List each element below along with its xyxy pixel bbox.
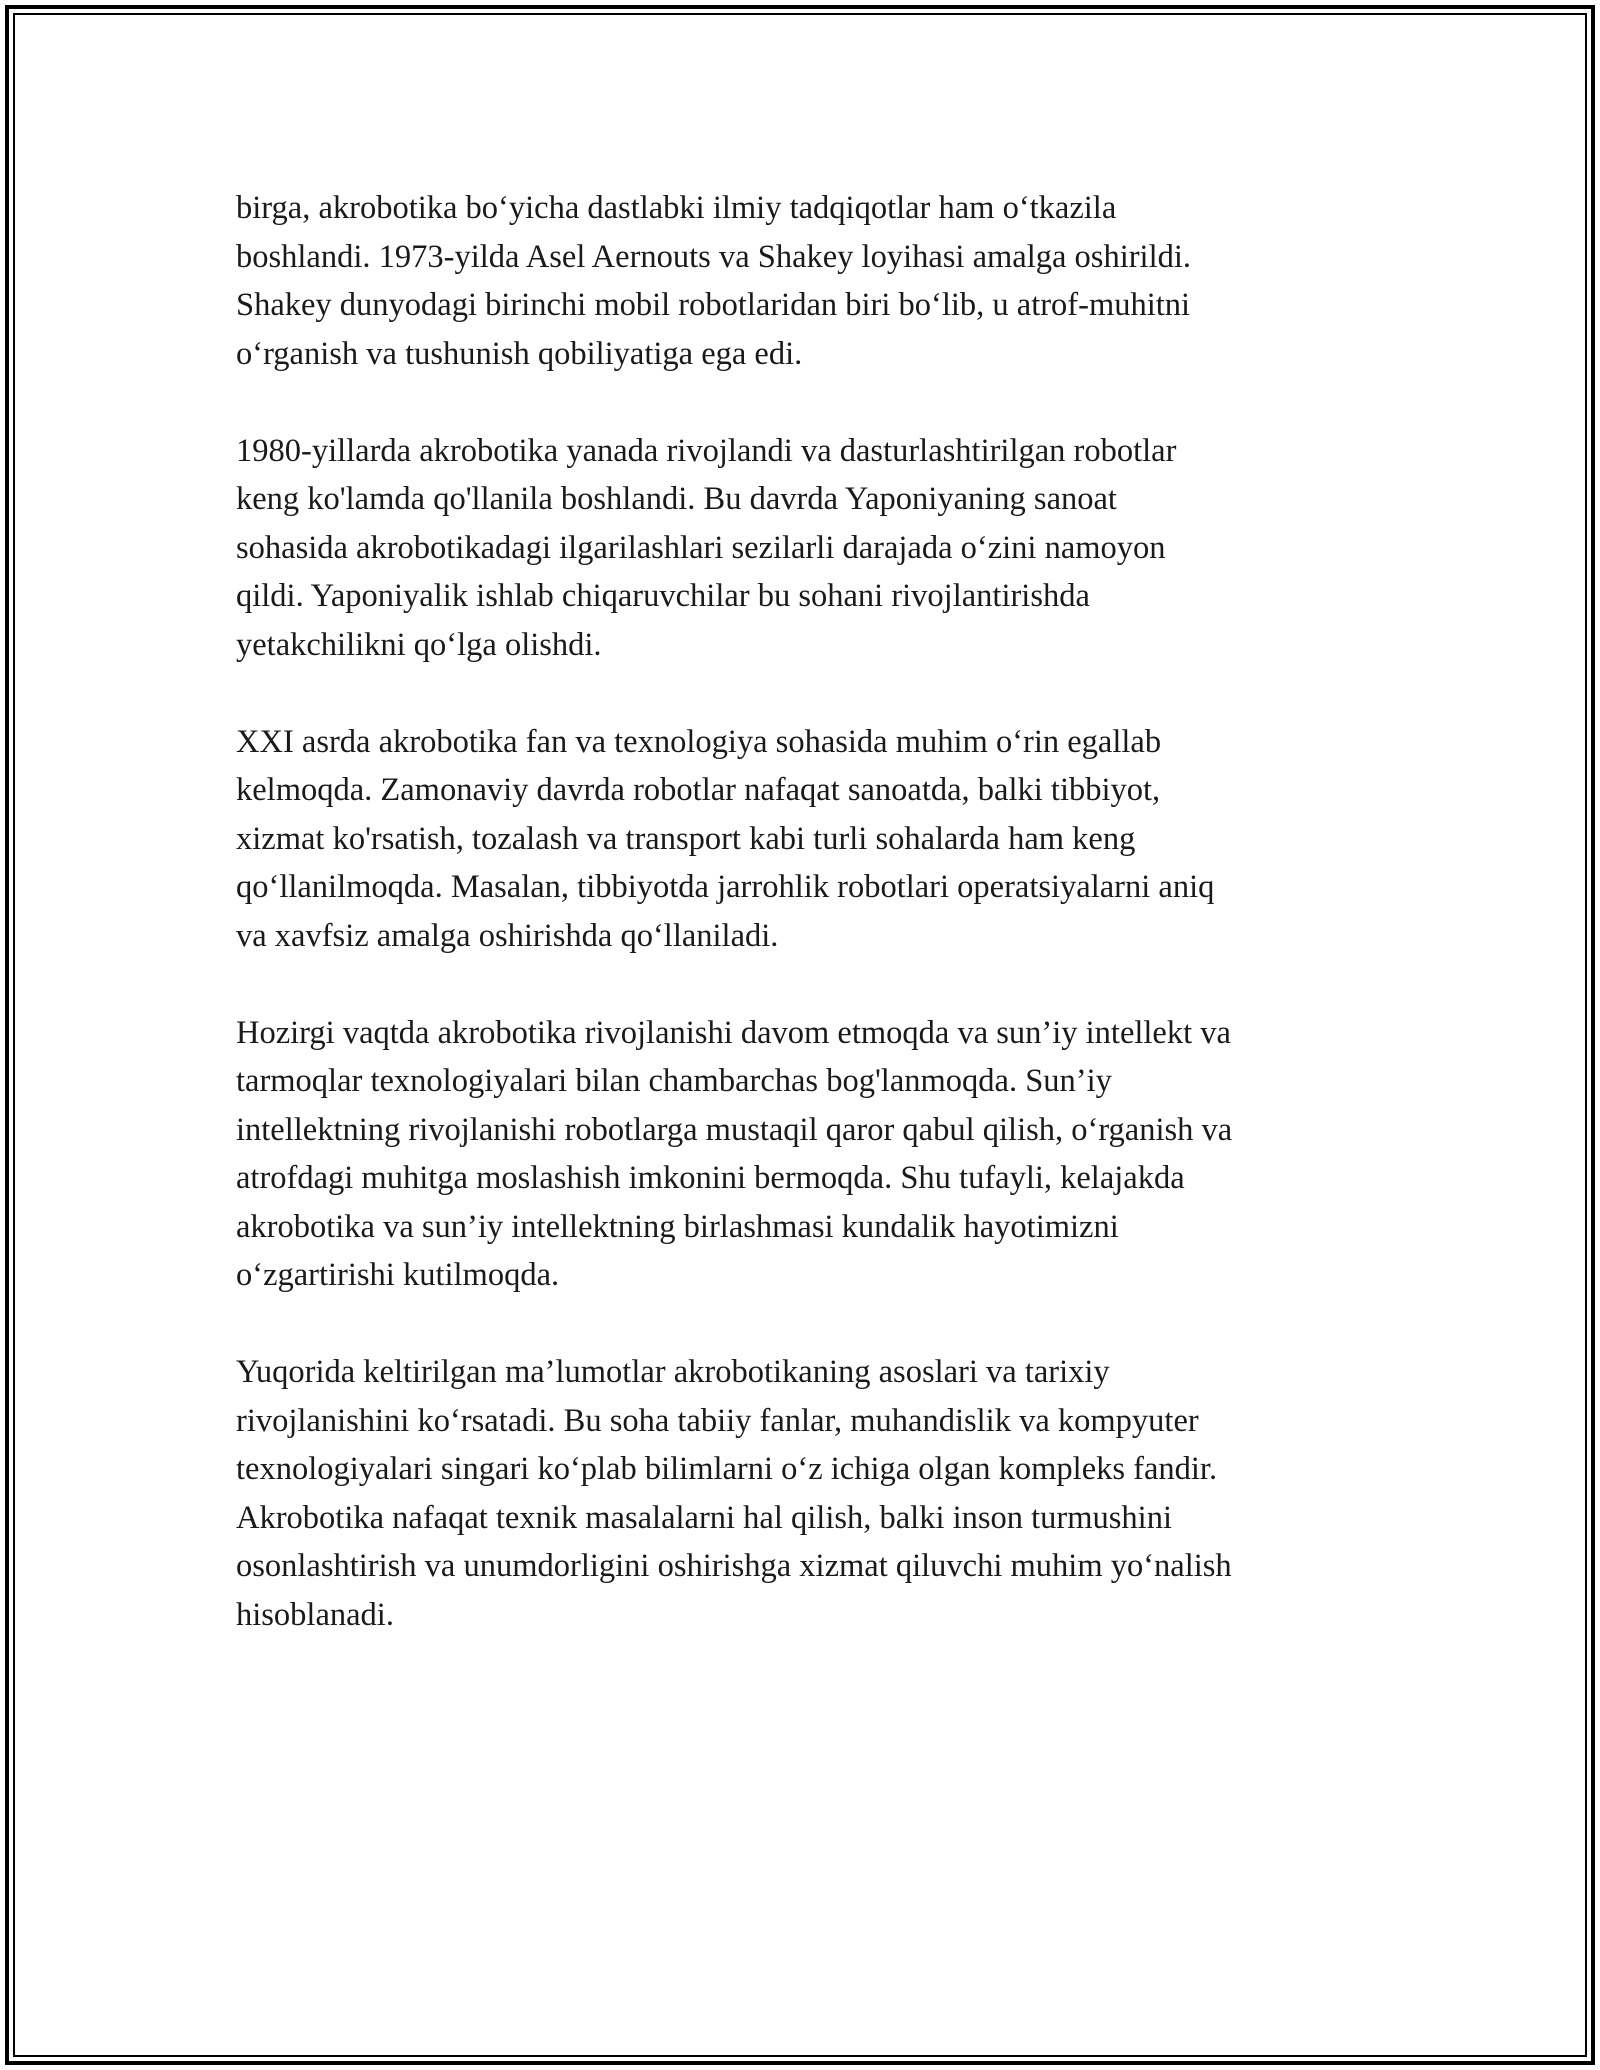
text-line: Yuqorida keltirilgan ma’lumotlar akrobotikaning asoslari va tarixiy bbox=[236, 1354, 1110, 1390]
text-line: sohasida akrobotikadagi ilgarilashlari sezilarli darajada o‘zini namoyon bbox=[236, 529, 1166, 566]
text-line: Hozirgi vaqtda akrobotika rivojlanishi davom etmoqda va sun’iy intellekt va bbox=[236, 1014, 1231, 1051]
text-line: o‘rganish va tushunish qobiliyatiga ega edi. bbox=[236, 335, 803, 372]
text-line: osonlashtirish va unumdorligini oshirishga xizmat qiluvchi muhim yo‘nalish bbox=[236, 1548, 1232, 1584]
paragraph-4 bbox=[236, 1009, 1396, 1300]
text-line: rivojlanishini ko‘rsatadi. Bu soha tabiiy fanlar, muhandislik va kompyuter bbox=[236, 1402, 1199, 1439]
text-line: va xavfsiz amalga oshirishda qo‘llaniladi. bbox=[236, 917, 779, 954]
text-line: kelmoqda. Zamonaviy davrda robotlar nafaqat sanoatda, balki tibbiyot, bbox=[236, 772, 1161, 808]
text-line: texnologiyalari singari ko‘plab bilimlarni o‘z ichiga olgan kompleks fandir. bbox=[236, 1451, 1218, 1487]
paragraph-2 bbox=[236, 427, 1396, 670]
text-line: Shakey dunyodagi birinchi mobil robotlaridan biri bo‘lib, u atrof-muhitni bbox=[236, 287, 1191, 323]
text-line: birga, akrobotika bo‘yicha dastlabki ilmiy tadqiqotlar ham o‘tkazila bbox=[236, 190, 1117, 226]
text-line: 1980-yillarda akrobotika yanada rivojlandi va dasturlashtirilgan robotlar bbox=[236, 432, 1177, 469]
text-line: XXI asrda akrobotika fan va texnologiya sohasida muhim o‘rin egallab bbox=[236, 723, 1162, 760]
paragraph-1 bbox=[236, 184, 1396, 378]
text-line: qo‘llanilmoqda. Masalan, tibbiyotda jarrohlik robotlari operatsiyalarni aniq bbox=[236, 869, 1215, 905]
text-line: o‘zgartirishi kutilmoqda. bbox=[236, 1257, 560, 1293]
text-line: boshlandi. 1973-yilda Asel Aernouts va Shakey loyihasi amalga oshirildi. bbox=[236, 238, 1192, 275]
text-line: Akrobotika nafaqat texnik masalalarni hal qilish, balki inson turmushini bbox=[236, 1499, 1172, 1536]
text-line: xizmat ko'rsatish, tozalash va transport kabi turli sohalarda ham keng bbox=[236, 820, 1136, 857]
text-line: intellektning rivojlanishi robotlarga mustaqil qaror qabul qilish, o‘rganish va bbox=[236, 1111, 1233, 1148]
paragraph-5 bbox=[236, 1348, 1396, 1639]
text-line: keng ko'lamda qo'llanila boshlandi. Bu davrda Yaponiyaning sanoat bbox=[236, 481, 1117, 517]
text-line: hisoblanadi. bbox=[236, 1596, 394, 1633]
text-line: atrofdagi muhitga moslashish imkonini bermoqda. Shu tufayli, kelajakda bbox=[236, 1160, 1185, 1196]
document-body bbox=[236, 184, 1396, 1688]
paragraph-3 bbox=[236, 718, 1396, 961]
text-line: tarmoqlar texnologiyalari bilan chambarchas bog'lanmoqda. Sun’iy bbox=[236, 1063, 1112, 1099]
text-line: qildi. Yaponiyalik ishlab chiqaruvchilar bu sohani rivojlantirishda bbox=[236, 578, 1090, 614]
text-line: yetakchilikni qo‘lga olishdi. bbox=[236, 626, 602, 663]
text-line: akrobotika va sun’iy intellektning birlashmasi kundalik hayotimizni bbox=[236, 1208, 1119, 1245]
